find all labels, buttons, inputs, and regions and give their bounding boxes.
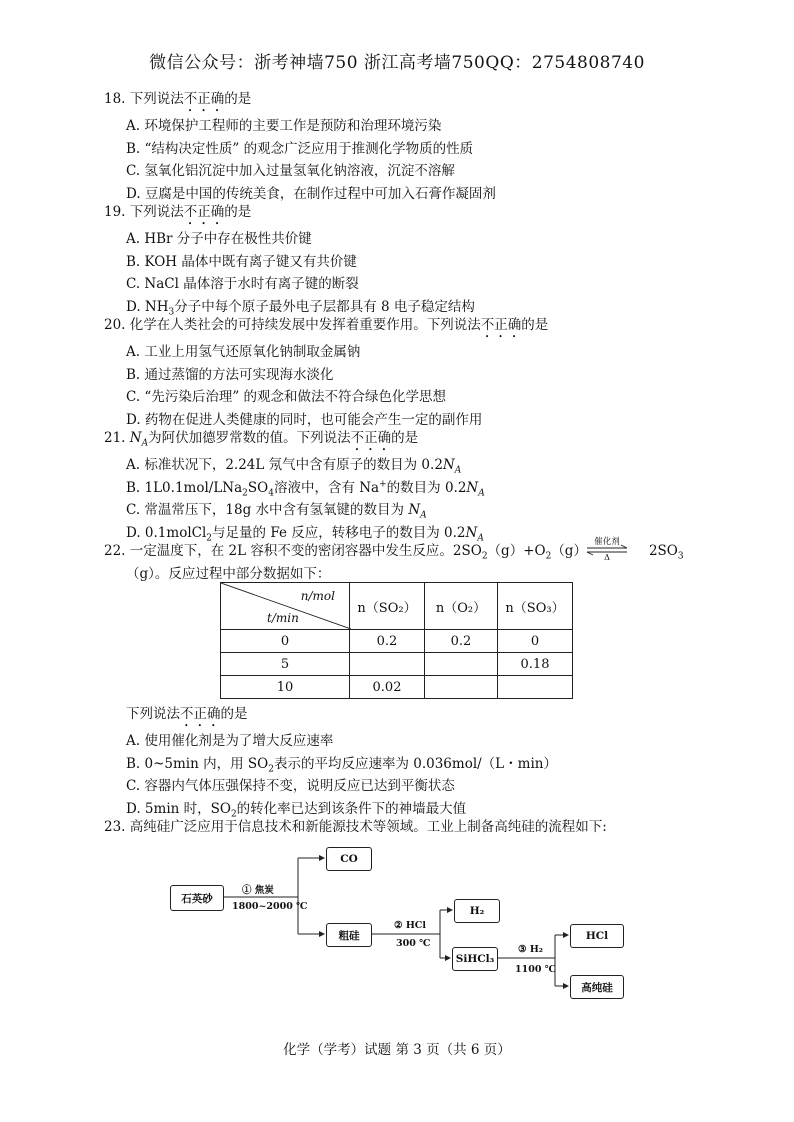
heat-label: Δ (604, 553, 610, 562)
table-header: n（O₂） (425, 583, 498, 630)
table-row (221, 653, 573, 676)
option-20c: C. “先污染后治理” 的观念和做法不符合绿色化学思想 (126, 389, 447, 406)
table-cell: 0.2 (350, 630, 425, 653)
option-19d: D. $NH_3$分子中每个原子最外电子层都具有 8 电子稳定结构 (126, 298, 475, 318)
option-19c: C. NaCl 晶体溶于水时有离子键的断裂 (126, 276, 359, 293)
question-22-ask: 下列说法不正确的是 (126, 706, 248, 722)
option-22d: D. 5min 时，$SO_2$的转化率已达到该条件下的神墙最大值 (126, 800, 467, 820)
option-18b: B. “结构决定性质” 的观念广泛应用于推测化学物质的性质 (126, 140, 474, 157)
step3-label: ③ H₂ (518, 944, 543, 955)
option-20a: A. 工业上用氢气还原氧化钠制取金属钠 (126, 344, 361, 360)
corner-top-label: n/mol (300, 589, 335, 603)
catalyst-label: 催化剂 (594, 537, 620, 547)
question-19 (104, 201, 475, 318)
question-18 (104, 88, 496, 205)
table-row (221, 630, 573, 653)
page-header: 微信公众号：浙考神墙750 浙江高考墙750QQ：2754808740 (149, 53, 645, 73)
table-row (221, 676, 573, 699)
box-hcl: HCl (570, 924, 624, 948)
option-21c: C. 常温常压下，18g 水中含有氢氧键的数目为 $N_A$ (126, 502, 427, 521)
question-23 (104, 816, 607, 839)
reaction-data-table (220, 582, 573, 699)
option-20d: D. 药物在促进人类健康的同时，也可能会产生一定的副作用 (126, 411, 483, 428)
question-21-stem: 21. $N_A$为阿伏加德罗常数的值。下列说法不正确的是 (104, 430, 419, 449)
silicon-process-flowchart (160, 838, 660, 1008)
question-20-stem: 20. 化学在人类社会的可持续发展中发挥着重要作用。下列说法不正确的是 (104, 317, 549, 333)
table-header: n（SO₂） (350, 583, 425, 630)
step3-temperature: 1100 ℃ (515, 964, 557, 975)
step2-label: ② HCl (394, 920, 426, 931)
corner-bottom-label: t/min (267, 611, 299, 625)
option-22b: B. 0~5min 内，用 $SO_2$表示的平均反应速率为 0.036mol/（L・min） (126, 755, 557, 775)
box-crude-silicon: 粗硅 (326, 923, 372, 947)
page-footer: 化学（学考）试题 第 3 页（共 6 页） (283, 1042, 511, 1058)
table-cell: 0 (498, 630, 573, 653)
box-h2: H₂ (454, 899, 500, 923)
question-22-options (104, 703, 557, 820)
option-18a: A. 环境保护工程师的主要工作是预防和治理环境污染 (126, 118, 442, 134)
table-cell (498, 676, 573, 699)
question-22-stem-cont: （g）。反应过程中部分数据如下： (126, 565, 331, 582)
box-co: CO (326, 847, 372, 871)
table-cell (350, 653, 425, 676)
question-22-stem: 22. 一定温度下，在 2L 容积不变的密闭容器中发生反应。$2SO_2(g)+O_2(g)$ $2SO_3$ (104, 543, 684, 562)
question-18-stem: 18. 下列说法不正确的是 (104, 91, 252, 107)
option-21a: A. 标准状况下，2.24L 氖气中含有原子的数目为 $0.2N_A$ (126, 457, 462, 476)
option-22c: C. 容器内气体压强保持不变，说明反应已达到平衡状态 (126, 778, 455, 795)
table-cell: 10 (221, 676, 350, 699)
option-20b: B. 通过蒸馏的方法可实现海水淡化 (126, 366, 334, 383)
equilibrium-arrow (585, 538, 629, 562)
table-cell: 0 (221, 630, 350, 653)
table-cell: 0.2 (425, 630, 498, 653)
option-21d: D. 0.1molCl$_2$与足量的 Fe 反应，转移电子的数目为 $0.2N_A$ (126, 524, 484, 544)
box-sihcl3: SiHCl₃ (452, 947, 498, 971)
step2-temperature: 300 ℃ (396, 938, 431, 949)
option-18c: C. 氢氧化铝沉淀中加入过量氢氧化钠溶液，沉淀不溶解 (126, 163, 455, 180)
table-cell: 0.02 (350, 676, 425, 699)
step1-label: ① 焦炭 (242, 885, 274, 896)
table-cell: 5 (221, 653, 350, 676)
question-20 (104, 314, 548, 431)
box-quartz-sand: 石英砂 (170, 885, 224, 911)
question-19-stem: 19. 下列说法不正确的是 (104, 204, 252, 220)
step1-temperature: 1800~2000 ℃ (232, 901, 308, 912)
table-cell (425, 653, 498, 676)
option-19b: B. KOH 晶体中既有离子键又有共价键 (126, 253, 357, 270)
table-cell (425, 676, 498, 699)
table-header: n（SO₃） (498, 583, 573, 630)
table-corner-cell (221, 583, 350, 630)
option-18d: D. 豆腐是中国的传统美食，在制作过程中可加入石膏作凝固剂 (126, 185, 496, 202)
option-22a: A. 使用催化剂是为了增大反应速率 (126, 733, 334, 749)
option-21b: B. $1L0.1mol/LNa_2SO_4$溶液中，含有 Na+的数目为 $0.2N_A$ (126, 479, 485, 499)
table-cell: 0.18 (498, 653, 573, 676)
question-21 (104, 427, 485, 544)
option-19a: A. HBr 分子中存在极性共价键 (126, 231, 312, 247)
question-23-stem: 23. 高纯硅广泛应用于信息技术和新能源技术等领域。工业上制备高纯硅的流程如下: (104, 819, 607, 835)
table-header-row (221, 583, 573, 630)
box-pure-silicon: 高纯硅 (570, 975, 624, 999)
